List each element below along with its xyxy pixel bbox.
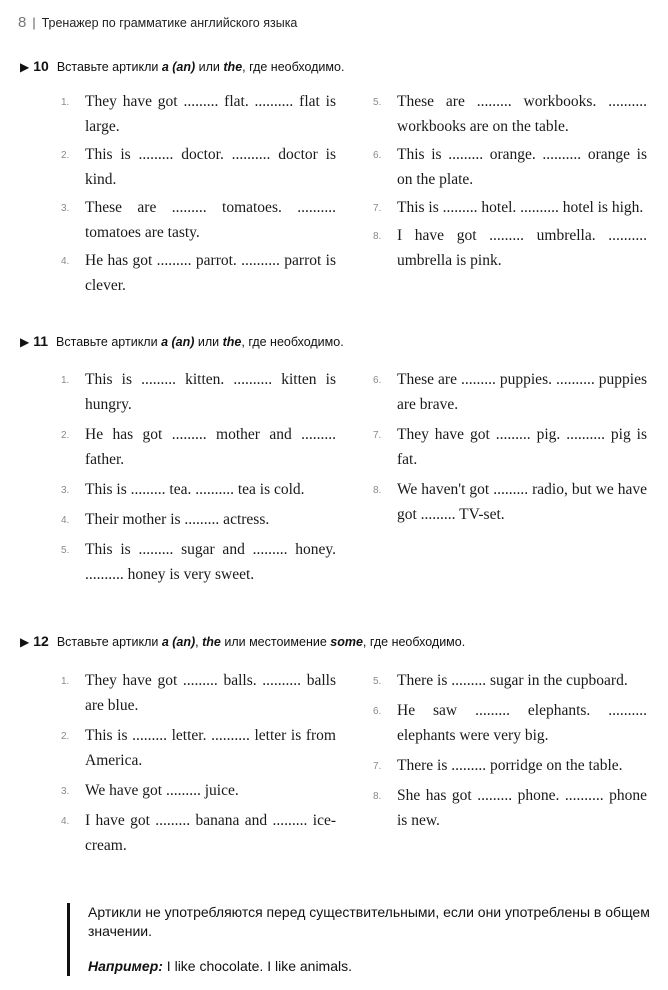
item-number: 7. bbox=[373, 761, 382, 772]
item-text: These are ......... puppies. .......... puppies are brave. bbox=[397, 371, 647, 413]
exercise-item bbox=[373, 223, 647, 273]
item-number: 8. bbox=[373, 231, 382, 242]
exercise-item bbox=[61, 89, 336, 139]
instruction-text: или местоимение bbox=[220, 635, 331, 649]
exercise-12-left-column bbox=[61, 668, 336, 863]
instruction-keyword: the bbox=[202, 635, 221, 649]
item-text: Their mother is ......... actress. bbox=[85, 511, 270, 528]
exercise-item bbox=[61, 248, 336, 298]
item-number: 3. bbox=[61, 786, 70, 797]
item-text: This is ......... letter. .......... letter is from America. bbox=[85, 727, 336, 769]
exercise-item bbox=[61, 537, 336, 587]
item-number: 2. bbox=[61, 150, 70, 161]
item-text: We have got ......... juice. bbox=[85, 782, 239, 799]
page-number: 8 bbox=[18, 14, 27, 31]
book-title: Тренажер по грамматике английского языка bbox=[41, 16, 298, 30]
exercise-item bbox=[61, 477, 336, 502]
item-number: 7. bbox=[373, 203, 382, 214]
exercise-item bbox=[373, 783, 647, 833]
item-text: We haven't got ......... radio, but we have got ......... TV-set. bbox=[397, 481, 647, 523]
instruction-text: или bbox=[195, 60, 224, 74]
item-number: 5. bbox=[373, 97, 382, 108]
item-text: This is ......... hotel. .......... hotel is high. bbox=[397, 199, 644, 216]
exercise-item bbox=[61, 142, 336, 192]
item-number: 5. bbox=[373, 676, 382, 687]
item-text: They have got ......... balls. .......... balls are blue. bbox=[85, 672, 336, 714]
instruction-text: , где необходимо. bbox=[362, 635, 466, 649]
item-text: This is ......... orange. .......... orange is on the plate. bbox=[397, 146, 647, 188]
item-number: 4. bbox=[61, 256, 70, 267]
exercise-11-left-column bbox=[61, 367, 336, 592]
instruction-text: Вставьте артикли bbox=[56, 335, 162, 349]
exercise-10-left-column bbox=[61, 89, 336, 301]
item-number: 4. bbox=[61, 515, 70, 526]
exercise-item bbox=[61, 668, 336, 718]
instruction-keyword: a (an) bbox=[161, 635, 196, 649]
instruction-text: , bbox=[195, 635, 203, 649]
item-number: 4. bbox=[61, 816, 70, 827]
instruction-text: , где необходимо. bbox=[241, 335, 344, 349]
exercise-item bbox=[373, 367, 647, 417]
instruction-text: Вставьте артикли bbox=[56, 60, 162, 74]
exercise-item bbox=[373, 477, 647, 527]
item-text: This is ......... sugar and ......... honey. .......... honey is very sweet. bbox=[85, 541, 336, 583]
exercise-item bbox=[61, 367, 336, 417]
exercise-10-right-column bbox=[373, 89, 647, 276]
item-number: 3. bbox=[61, 485, 70, 496]
item-number: 1. bbox=[61, 375, 70, 386]
rule-note bbox=[67, 903, 666, 976]
item-number: 1. bbox=[61, 97, 70, 108]
exercise-item bbox=[373, 195, 647, 220]
exercise-item bbox=[373, 698, 647, 748]
exercise-item bbox=[61, 507, 336, 532]
exercise-11-right-column bbox=[373, 367, 647, 532]
exercise-item bbox=[61, 422, 336, 472]
exercise-number: 11 bbox=[33, 333, 49, 349]
rule-example bbox=[88, 957, 666, 976]
exercise-item bbox=[61, 723, 336, 773]
exercise-11-heading bbox=[20, 333, 344, 349]
exercise-item bbox=[61, 778, 336, 803]
exercise-10-heading bbox=[20, 58, 344, 74]
instruction-keyword: the bbox=[222, 335, 242, 349]
item-text: He has got ......... mother and ......... father. bbox=[85, 426, 336, 468]
instruction-keyword: a (an) bbox=[161, 60, 196, 74]
exercise-item bbox=[373, 753, 647, 778]
exercise-item bbox=[61, 808, 336, 858]
item-text: This is ......... doctor. .......... doctor is kind. bbox=[85, 146, 336, 188]
item-text: These are ......... tomatoes. .......... tomatoes are tasty. bbox=[85, 199, 336, 241]
triangle-marker-icon: ▶ bbox=[20, 335, 30, 349]
item-number: 7. bbox=[373, 430, 382, 441]
item-number: 1. bbox=[61, 676, 70, 687]
item-text: I have got ......... umbrella. .......... umbrella is pink. bbox=[397, 227, 647, 269]
exercise-item bbox=[61, 195, 336, 245]
instruction-keyword: a (an) bbox=[161, 335, 195, 349]
item-text: This is ......... tea. .......... tea is cold. bbox=[85, 481, 305, 498]
item-text: She has got ......... phone. .......... phone is new. bbox=[397, 787, 647, 829]
instruction-keyword: the bbox=[223, 60, 243, 74]
item-text: These are ......... workbooks. .......... workbooks are on the table. bbox=[397, 93, 647, 135]
item-text: This is ......... kitten. .......... kitten is hungry. bbox=[85, 371, 336, 413]
triangle-marker-icon: ▶ bbox=[20, 60, 30, 74]
item-text: There is ......... sugar in the cupboard. bbox=[397, 672, 628, 689]
rule-text: Артикли не употребляются перед существительными, если они употреблены в общем значении. bbox=[88, 904, 650, 939]
item-number: 2. bbox=[61, 731, 70, 742]
triangle-marker-icon: ▶ bbox=[20, 635, 30, 649]
example-text: I like chocolate. I like animals. bbox=[162, 958, 353, 974]
exercise-number: 12 bbox=[33, 633, 49, 649]
item-text: I have got ......... banana and ......... ice-cream. bbox=[85, 812, 336, 854]
exercise-item bbox=[373, 668, 647, 693]
instruction-text: , где необходимо. bbox=[242, 60, 345, 74]
instruction-keyword: some bbox=[330, 635, 363, 649]
exercise-number: 10 bbox=[33, 58, 49, 74]
item-text: They have got ......... pig. .......... pig is fat. bbox=[397, 426, 647, 468]
item-text: They have got ......... flat. .......... flat is large. bbox=[85, 93, 336, 135]
item-number: 8. bbox=[373, 791, 382, 802]
item-text: He saw ......... elephants. .......... elephants were very big. bbox=[397, 702, 647, 744]
item-text: He has got ......... parrot. .......... parrot is clever. bbox=[85, 252, 336, 294]
instruction-text: или bbox=[194, 335, 223, 349]
item-number: 6. bbox=[373, 375, 382, 386]
item-number: 6. bbox=[373, 706, 382, 717]
exercise-12-heading bbox=[20, 633, 465, 649]
page-header bbox=[18, 14, 297, 31]
item-number: 3. bbox=[61, 203, 70, 214]
instruction-text: Вставьте артикли bbox=[56, 635, 162, 649]
example-label: Например: bbox=[88, 958, 163, 974]
exercise-item bbox=[373, 89, 647, 139]
exercise-12-right-column bbox=[373, 668, 647, 838]
item-text: There is ......... porridge on the table. bbox=[397, 757, 623, 774]
header-separator: | bbox=[32, 16, 36, 30]
item-number: 8. bbox=[373, 485, 382, 496]
exercise-item bbox=[373, 142, 647, 192]
exercise-item bbox=[373, 422, 647, 472]
item-number: 5. bbox=[61, 545, 70, 556]
item-number: 2. bbox=[61, 430, 70, 441]
item-number: 6. bbox=[373, 150, 382, 161]
